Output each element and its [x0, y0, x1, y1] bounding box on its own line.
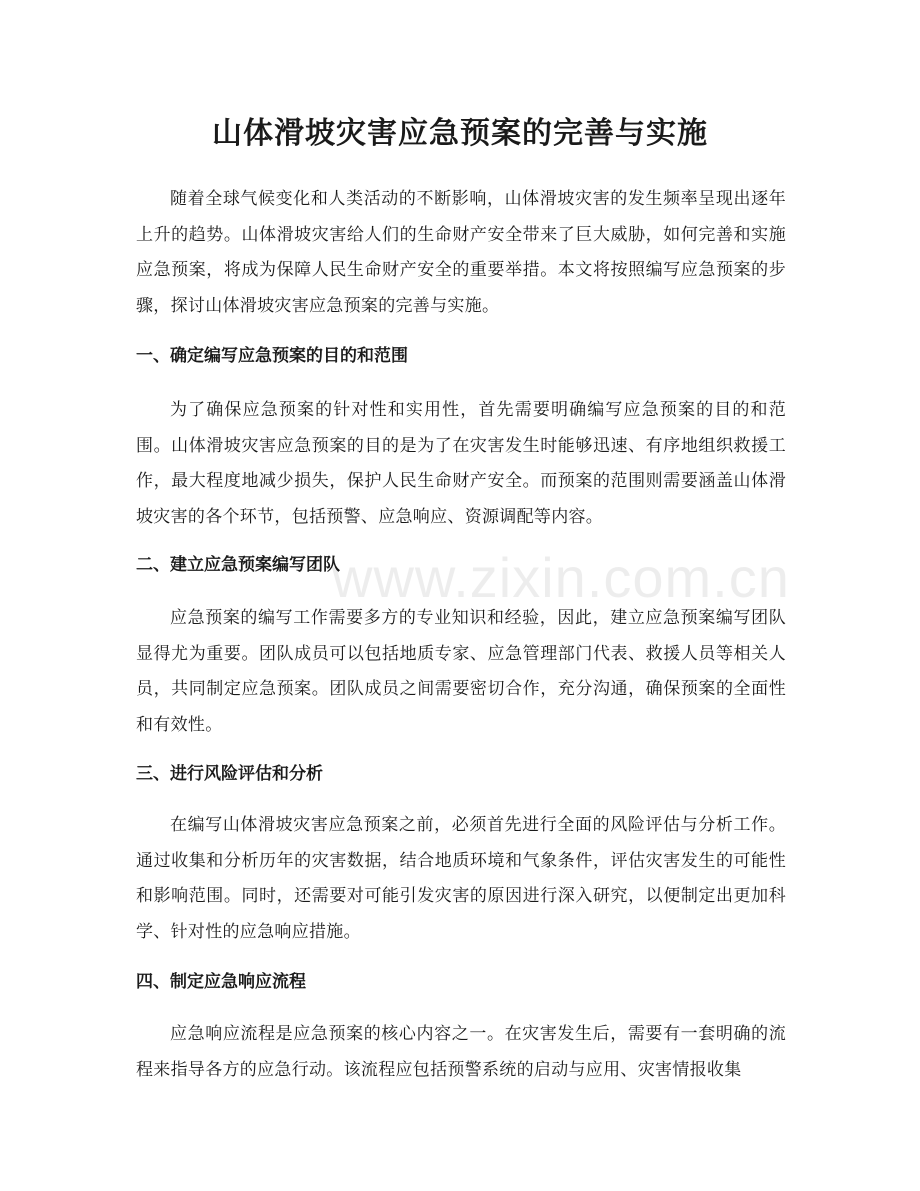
section-body-3: 在编写山体滑坡灾害应急预案之前，必须首先进行全面的风险评估与分析工作。通过收集和分析历年的灾害数据，结合地质环境和气象条件，评估灾害发生的可能性和影响范围。同时，还需要对可能引发灾害的原因进行深入研究，以便制定出更加科学、针对性的应急响应措施。 [136, 815, 786, 942]
intro-paragraph: 随着全球气候变化和人类活动的不断影响，山体滑坡灾害的发生频率呈现出逐年上升的趋势。山体滑坡灾害给人们的生命财产安全带来了巨大威胁，如何完善和实施应急预案，将成为保障人民生命财产安全的重要举措。本文将按照编写应急预案的步骤，探讨山体滑坡灾害应急预案的完善与实施。 [136, 189, 786, 316]
section-heading-1: 一、确定编写应急预案的目的和范围 [136, 346, 408, 366]
watermark: www.zixin.com.cn [332, 546, 790, 609]
section-heading-3: 三、进行风险评估和分析 [136, 764, 323, 784]
section-body-1: 为了确保应急预案的针对性和实用性，首先需要明确编写应急预案的目的和范围。山体滑坡灾害应急预案的目的是为了在灾害发生时能够迅速、有序地组织救援工作，最大程度地减少损失，保护人民生命财产安全。而预案的范围则需要涵盖山体滑坡灾害的各个环节，包括预警、应急响应、资源调配等内容。 [136, 400, 786, 527]
section-heading-2: 二、建立应急预案编写团队 [136, 555, 340, 575]
document-title: 山体滑坡灾害应急预案的完善与实施 [212, 116, 708, 151]
section-heading-4: 四、制定应急响应流程 [136, 972, 306, 992]
section-body-4: 应急响应流程是应急预案的核心内容之一。在灾害发生后，需要有一套明确的流程来指导各方的应急行动。该流程应包括预警系统的启动与应用、灾害情报收集 [136, 1024, 786, 1080]
section-body-2: 应急预案的编写工作需要多方的专业知识和经验，因此，建立应急预案编写团队显得尤为重要。团队成员可以包括地质专家、应急管理部门代表、救援人员等相关人员，共同制定应急预案。团队成员之间需要密切合作，充分沟通，确保预案的全面性和有效性。 [136, 608, 786, 735]
